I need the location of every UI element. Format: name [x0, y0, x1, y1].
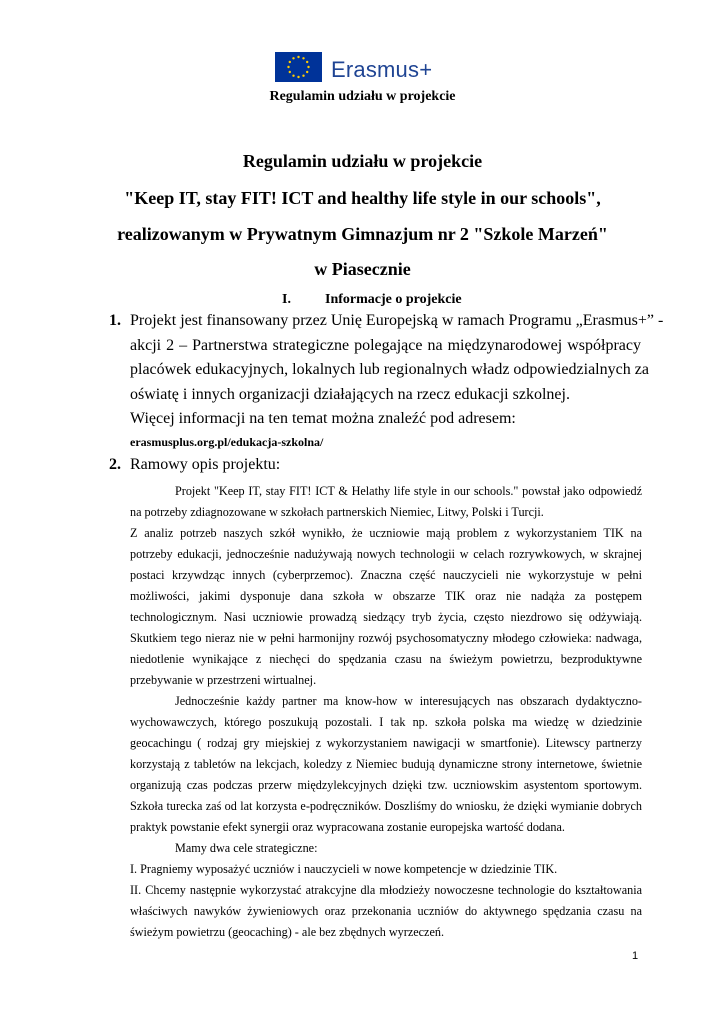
paragraph-line: akcji 2 – Partnerstwa strategiczne polegające na międzynarodowej współpracy: [130, 337, 641, 354]
paragraph-line: właściwych nawyków żywieniowych oraz przekonania uczniów do aktywnego spędzania czasu na: [130, 904, 642, 918]
paragraph-line: organizują czas podczas przerw międzylekcyjnych dzięki tzw. uczniowskim asystentom sportowym.: [130, 778, 642, 792]
paragraph-line: postaci krzywdząc innych (cyberprzemoc). Znaczna część nauczycieli nie wykorzystuje w pełni: [130, 568, 642, 582]
list-item-number: 2.: [109, 456, 121, 473]
paragraph-line: świeżym powietrzu (geocaching) - ale bez zbędnych wyrzeczeń.: [130, 925, 445, 939]
paragraph-line: placówek edukacyjnych, lokalnych lub regionalnych władz odpowiedzialnych za: [130, 361, 649, 378]
paragraph-line: technologicznym. Nasi uczniowie prowadzą siedzący tryb życia, często niezdrowo się odżywiają.: [130, 610, 642, 624]
eu-flag-icon: [275, 52, 322, 82]
info-url: erasmusplus.org.pl/edukacja-szkolna/: [130, 435, 324, 449]
erasmus-plus-logo: [275, 52, 455, 82]
paragraph-line: Z analiz potrzeb naszych szkół wynikło, że uczniowie mają problem z wykorzystaniem TIK na: [130, 526, 642, 540]
paragraph-line: potrzeby edukacji, jednocześnie nadużywają nowych technologii w celach rozrywkowych, w skrajnej: [130, 547, 642, 561]
paragraph-line: Mamy dwa cele strategiczne:: [175, 841, 318, 855]
paragraph-line: geocachingu ( rodzaj gry miejskiej z wykorzystaniem nawigacji w smartfonie). Litewscy partnerzy: [130, 736, 642, 750]
paragraph-line: przebywanie w przestrzeni wirtualnej.: [130, 673, 317, 687]
paragraph-line: I. Pragniemy wyposażyć uczniów i nauczycieli w nowe kompetencje w dziedzinie TIK.: [130, 862, 558, 876]
paragraph-line: praktyk powstanie efekt synergii oraz wypracowana zostanie europejska wartość dodana.: [130, 820, 565, 834]
paragraph-line: II. Chcemy następnie wykorzystać atrakcyjne dla młodzieży nowoczesne technologie do kształtowania: [130, 883, 642, 897]
paragraph-line: wychowawczych, którego poszukują pozostali. I tak np. szkoła polska ma wiedzę w dziedzinie: [130, 715, 642, 729]
section-title: Informacje o projekcie: [325, 292, 462, 307]
erasmus-plus-wordmark: Erasmus+: [331, 57, 433, 82]
header-title: Regulamin udziału w projekcie: [269, 89, 456, 104]
paragraph-line: Projekt "Keep IT, stay FIT! ICT & Helathy life style in our schools." powstał jako odpowiedź: [175, 484, 642, 498]
paragraph-line: Jednocześnie każdy partner ma know-how w interesujących nas obszarach dydaktyczno-: [175, 694, 642, 708]
paragraph-line: korzystają z tabletów na lekcjach, koledzy z Niemiec budują dynamiczne strony internetowe, świetnie: [130, 757, 642, 771]
document-title-line: w Piasecznie: [314, 259, 411, 279]
paragraph-line: niedotlenie wynikające z niechęci do spędzania czasu na świeżym powietrzu, bezproduktywne: [130, 652, 642, 666]
paragraph-line: możliwości, jakimi dysponuje dana szkoła w obszarze TIK oraz nie nadąża za postępem: [130, 589, 642, 603]
document-title-line: Regulamin udziału w projekcie: [242, 151, 483, 171]
list-item-number: 1.: [109, 312, 121, 329]
paragraph-line: Skutkiem tego nieraz nie w pełni harmonijny rozwój psychosomatyczny młodego człowieka: nadwaga,: [130, 631, 642, 645]
paragraph-line: Więcej informacji na ten temat można znaleźć pod adresem:: [130, 410, 516, 427]
document-title-line: realizowanym w Prywatnym Gimnazjum nr 2 "Szkole Marzeń": [117, 224, 608, 244]
paragraph-line: Szkoła turecka zaś od lat korzysta e-podręczników. Doszliśmy do wniosku, że dzięki wymianie dobrych: [130, 799, 642, 813]
paragraph-line: na potrzeby zdiagnozowane w szkołach partnerskich Niemiec, Litwy, Polski i Turcji.: [130, 505, 544, 519]
section-number: I.: [282, 292, 291, 307]
document-title-line: "Keep IT, stay FIT! ICT and healthy life style in our schools",: [124, 188, 601, 208]
paragraph-line: oświatę i innych organizacji działających na rzecz edukacji szkolnej.: [130, 386, 570, 403]
list-item-heading: Ramowy opis projektu:: [130, 456, 281, 473]
paragraph-line: Projekt jest finansowany przez Unię Europejską w ramach Programu „Erasmus+” -: [130, 312, 664, 329]
page-number: 1: [632, 950, 639, 962]
